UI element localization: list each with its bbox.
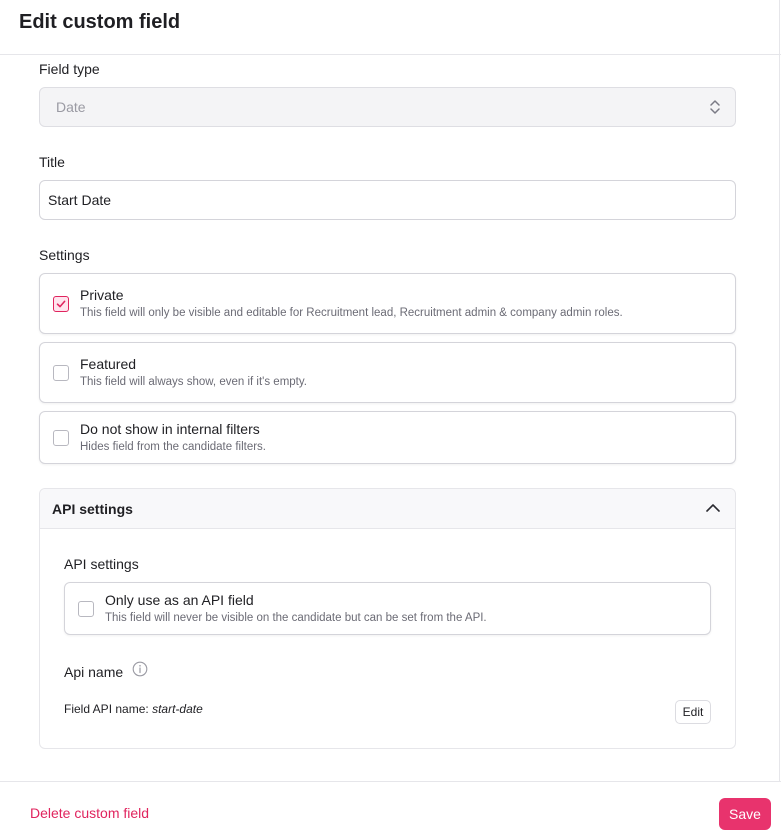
private-title: Private	[80, 287, 124, 303]
api-only-checkbox[interactable]	[78, 601, 94, 617]
delete-custom-field-button[interactable]: Delete custom field	[30, 805, 150, 821]
featured-description: This field will always show, even if it's empty.	[80, 376, 307, 388]
api-only-option[interactable]	[64, 582, 711, 635]
api-only-title: Only use as an API field	[105, 592, 254, 608]
internal-filters-description: Hides field from the candidate filters.	[80, 441, 267, 453]
internal-filters-title: Do not show in internal filters	[80, 421, 260, 437]
internal-filters-checkbox[interactable]	[53, 430, 69, 446]
featured-option[interactable]	[39, 342, 736, 403]
api-name-label: Api name	[64, 664, 124, 680]
field-api-name-label: Field API name:	[64, 702, 149, 716]
modal-title: Edit custom field	[19, 11, 181, 33]
api-settings-section-label: API settings	[64, 556, 139, 572]
chevron-up-down-icon	[709, 98, 721, 116]
modal-header	[0, 0, 781, 55]
title-input[interactable]	[39, 180, 736, 220]
field-api-name-row	[64, 702, 203, 716]
private-description: This field will only be visible and editable for Recruitment lead, Recruitment admin & company admin roles.	[80, 307, 623, 319]
footer-divider	[0, 781, 781, 782]
api-only-description: This field will never be visible on the candidate but can be set from the API.	[105, 612, 487, 624]
title-label: Title	[39, 154, 65, 170]
field-type-value: Date	[56, 99, 86, 115]
field-api-name-value: start-date	[152, 702, 203, 716]
chevron-up-icon[interactable]	[705, 502, 721, 514]
checkmark-icon	[56, 299, 66, 309]
field-type-select	[39, 87, 736, 127]
field-type-label: Field type	[39, 61, 100, 77]
internal-filters-option[interactable]	[39, 411, 736, 464]
save-button[interactable]: Save	[719, 798, 771, 830]
scrollbar-track	[779, 0, 780, 782]
featured-checkbox[interactable]	[53, 365, 69, 381]
api-settings-header-title: API settings	[52, 501, 133, 517]
edit-api-name-button[interactable]: Edit	[675, 700, 711, 724]
info-icon[interactable]	[132, 661, 148, 677]
featured-title: Featured	[80, 356, 137, 372]
api-settings-header[interactable]	[40, 489, 735, 529]
private-option[interactable]	[39, 273, 736, 334]
private-checkbox[interactable]	[53, 296, 69, 312]
settings-label: Settings	[39, 247, 90, 263]
